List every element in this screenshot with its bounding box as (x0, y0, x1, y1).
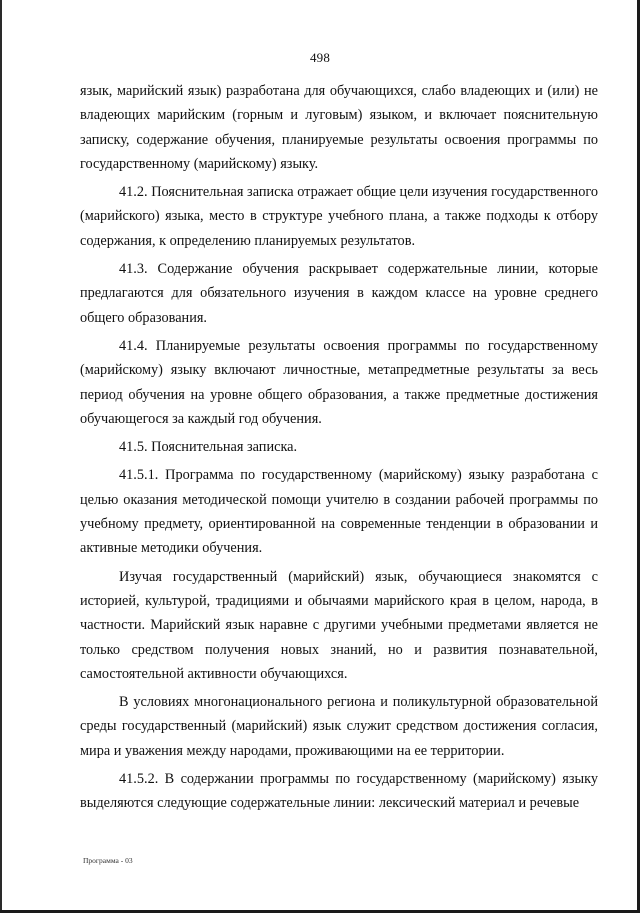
paragraph-41-2: 41.2. Пояснительная записка отражает общие цели изучения государственного (марийского) языка, место в структуре учебного плана, а также подходы к отбору содержания, к определению планируемых результатов. (80, 184, 598, 249)
paragraph-41-4: 41.4. Планируемые результаты освоения программы по государственному (марийскому) языку включают личностные, метапредметные результаты за весь период обучения на уровне общего образования, а также предметные достижения обучающегося за каждый год обучения. (80, 337, 598, 427)
footer-label: Программа - 03 (83, 856, 133, 865)
paragraph-studying-language: Изучая государственный (марийский) язык, обучающиеся знакомятся с историей, культурой, традициями и обычаями марийского края в целом, народа, в частности. Марийский язык наравне с другими учебными предметами является не только средством получения новых знаний, но и развития познавательной, самостоятельной активности обучающихся. (80, 568, 598, 682)
paragraph-41-5: 41.5. Пояснительная записка. (119, 439, 298, 456)
page-number: 498 (309, 50, 331, 65)
paragraph-41-3: 41.3. Содержание обучения раскрывает содержательные линии, которые предлагаются для обязательного изучения в каждом классе на уровне среднего общего образования. (80, 261, 598, 326)
scan-edge-left (0, 0, 2, 913)
document-body (80, 79, 598, 816)
paragraph-41-5-1: 41.5.1. Программа по государственному (марийскому) языку разработана с целью оказания методической помощи учителю в создании рабочей программы по учебному предмету, ориентированной на современные тенденции в образовании и активные методики обучения. (80, 467, 598, 557)
paragraph-41-5-2: 41.5.2. В содержании программы по государственному (марийскому) языку выделяются следующие содержательные линии: лексический материал и речевые (80, 771, 598, 812)
paragraph-multinational-region: В условиях многонационального региона и поликультурной образовательной среды государственный (марийский) язык служит средством достижения согласия, мира и уважения между народами, проживающими на ее территории. (80, 694, 598, 759)
paragraph-intro-continued: язык, марийский язык) разработана для обучающихся, слабо владеющих и (или) не владеющих марийским (горным и луговым) языком, и включает пояснительную записку, содержание обучения, планируемые результаты освоения программы по государственному (марийскому) языку. (80, 83, 598, 172)
